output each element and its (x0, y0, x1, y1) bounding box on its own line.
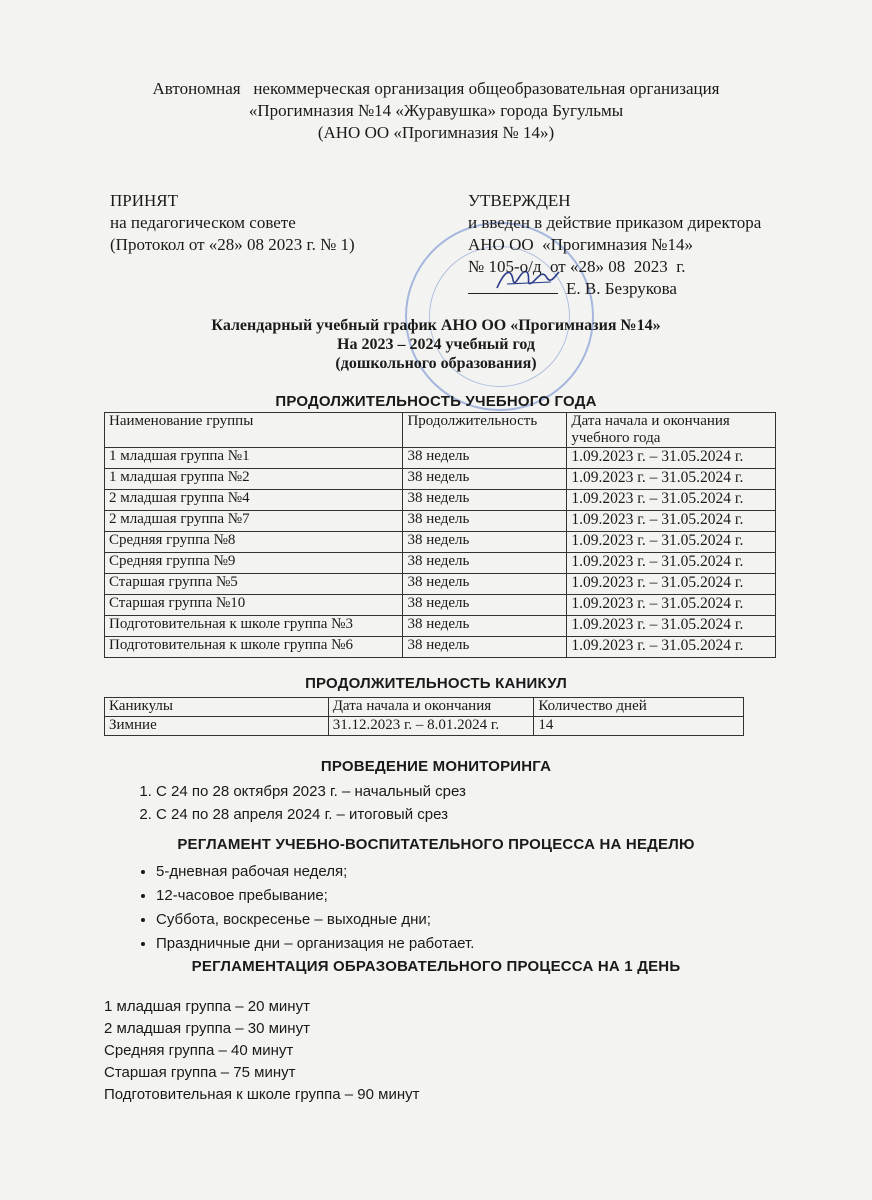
approved-line-2: АНО ОО «Прогимназия №14» (468, 235, 693, 254)
org-line-3: (АНО ОО «Прогимназия № 14») (317, 123, 555, 142)
duration-cell: 38 недель (403, 448, 567, 469)
duration-cell: 38 недель (403, 574, 567, 595)
list-item: 2 младшая группа – 30 минут (104, 1020, 310, 1037)
weekly-heading: РЕГЛАМЕНТ УЧЕБНО-ВОСПИТАТЕЛЬНОГО ПРОЦЕССА НА НЕДЕЛЮ (177, 836, 695, 853)
accepted-block (110, 190, 355, 256)
group-cell: 2 младшая группа №7 (105, 511, 403, 532)
year-heading: ПРОДОЛЖИТЕЛЬНОСТЬ УЧЕБНОГО ГОДА (275, 393, 597, 410)
signature-line (468, 279, 558, 294)
approved-line-3: № 105-о/д от «28» 08 2023 г. (468, 257, 686, 276)
table-row (105, 511, 776, 532)
duration-cell: 38 недель (403, 637, 567, 658)
group-cell: 2 младшая группа №4 (105, 490, 403, 511)
org-line-1: Автономная некоммерческая организация общеобразовательная организация (152, 79, 720, 98)
weekly-list (108, 860, 474, 956)
dates-cell: 1.09.2023 г. – 31.05.2024 г. (567, 616, 776, 637)
daily-list (104, 996, 420, 1106)
dates-cell: 1.09.2023 г. – 31.05.2024 г. (567, 448, 776, 469)
dates-cell: 1.09.2023 г. – 31.05.2024 г. (567, 637, 776, 658)
monitoring-list (108, 780, 466, 826)
dates-cell: 1.09.2023 г. – 31.05.2024 г. (567, 511, 776, 532)
table-row (105, 448, 776, 469)
daily-heading: РЕГЛАМЕНТАЦИЯ ОБРАЗОВАТЕЛЬНОГО ПРОЦЕССА НА 1 ДЕНЬ (191, 958, 681, 975)
title-line-2: На 2023 – 2024 учебный год (337, 336, 535, 353)
duration-cell: 38 недель (403, 532, 567, 553)
org-line-2: «Прогимназия №14 «Журавушка» города Бугульмы (248, 101, 624, 120)
group-cell: Средняя группа №9 (105, 553, 403, 574)
list-item: Старшая группа – 75 минут (104, 1064, 296, 1081)
duration-cell: 38 недель (403, 553, 567, 574)
holiday-dates-cell: 31.12.2023 г. – 8.01.2024 г. (328, 717, 534, 736)
approved-title: УТВЕРЖДЕН (468, 191, 571, 210)
table-header-row (105, 413, 776, 448)
list-item: Подготовительная к школе группа – 90 минут (104, 1086, 420, 1103)
duration-cell: 38 недель (403, 469, 567, 490)
dates-cell: 1.09.2023 г. – 31.05.2024 г. (567, 490, 776, 511)
accepted-line-1: на педагогическом совете (110, 213, 296, 232)
header-cell: Наименование группы (105, 413, 403, 448)
document-title (0, 316, 872, 373)
table-row (105, 553, 776, 574)
academic-year-table (104, 412, 776, 658)
list-item: 2. С 24 по 28 апреля 2024 г. – итоговый срез (156, 803, 466, 826)
title-line-3: (дошкольного образования) (335, 355, 537, 372)
group-cell: Средняя группа №8 (105, 532, 403, 553)
header-cell: Дата начала и окончания (328, 698, 534, 717)
table-row (105, 574, 776, 595)
approved-line-1: и введен в действие приказом директора (468, 213, 762, 232)
group-cell: Старшая группа №10 (105, 595, 403, 616)
dates-cell: 1.09.2023 г. – 31.05.2024 г. (567, 532, 776, 553)
table-row (105, 637, 776, 658)
holiday-days-cell: 14 (534, 717, 744, 736)
approved-signer-line (468, 278, 761, 300)
dates-cell: 1.09.2023 г. – 31.05.2024 г. (567, 469, 776, 490)
holiday-table (104, 697, 744, 736)
approved-signer: Е. В. Безрукова (566, 279, 677, 298)
holiday-name-cell: Зимние (105, 717, 329, 736)
monitoring-heading: ПРОВЕДЕНИЕ МОНИТОРИНГА (320, 758, 552, 775)
group-cell: Подготовительная к школе группа №3 (105, 616, 403, 637)
table-header-row (105, 698, 744, 717)
dates-cell: 1.09.2023 г. – 31.05.2024 г. (567, 595, 776, 616)
table-row (105, 616, 776, 637)
list-item: • Суббота, воскресенье – выходные дни; (156, 908, 474, 932)
list-item: • 5-дневная рабочая неделя; (156, 860, 474, 884)
title-line-1: Календарный учебный график АНО ОО «Прогимназия №14» (211, 317, 661, 334)
header-cell: Дата начала и окончания учебного года (567, 413, 776, 448)
duration-cell: 38 недель (403, 490, 567, 511)
duration-cell: 38 недель (403, 616, 567, 637)
table-row (105, 532, 776, 553)
group-cell: 1 младшая группа №2 (105, 469, 403, 490)
list-item: 1. С 24 по 28 октября 2023 г. – начальный срез (156, 780, 466, 803)
duration-cell: 38 недель (403, 511, 567, 532)
dates-cell: 1.09.2023 г. – 31.05.2024 г. (567, 574, 776, 595)
duration-cell: 38 недель (403, 595, 567, 616)
header-cell: Продолжительность (403, 413, 567, 448)
header-cell: Количество дней (534, 698, 744, 717)
dates-cell: 1.09.2023 г. – 31.05.2024 г. (567, 553, 776, 574)
list-item: • Праздничные дни – организация не работает. (156, 932, 474, 956)
table-row (105, 469, 776, 490)
holiday-heading: ПРОДОЛЖИТЕЛЬНОСТЬ КАНИКУЛ (305, 675, 567, 692)
table-row (105, 490, 776, 511)
table-row (105, 717, 744, 736)
approved-block (468, 190, 761, 300)
group-cell: 1 младшая группа №1 (105, 448, 403, 469)
organization-header (0, 78, 872, 144)
accepted-line-2: (Протокол от «28» 08 2023 г. № 1) (110, 235, 355, 254)
list-item: Средняя группа – 40 минут (104, 1042, 294, 1059)
accepted-title: ПРИНЯТ (110, 191, 179, 210)
table-row (105, 595, 776, 616)
group-cell: Подготовительная к школе группа №6 (105, 637, 403, 658)
list-item: • 12-часовое пребывание; (156, 884, 474, 908)
group-cell: Старшая группа №5 (105, 574, 403, 595)
header-cell: Каникулы (105, 698, 329, 717)
list-item: 1 младшая группа – 20 минут (104, 998, 310, 1015)
